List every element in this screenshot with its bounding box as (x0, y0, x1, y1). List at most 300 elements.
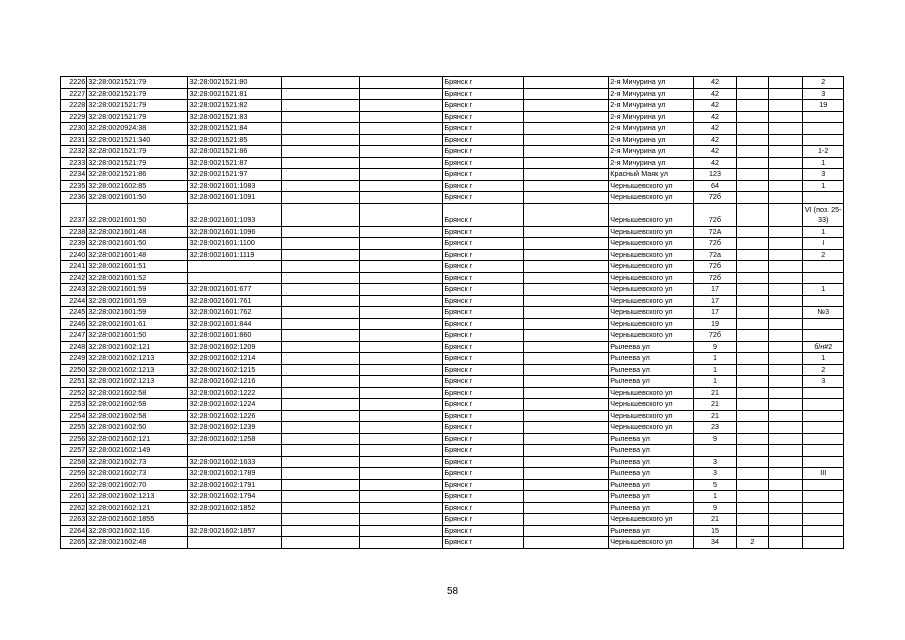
parent-cadastral-number-cell: 32:28:0021602:73 (87, 468, 188, 480)
row-number-cell: 2265 (61, 537, 87, 549)
table-row (61, 479, 844, 491)
street-cell: Рылеева ул (609, 491, 694, 503)
empty-cell (524, 123, 609, 135)
empty-cell (281, 88, 360, 100)
street-cell: Чернышевского ул (609, 180, 694, 192)
cadastral-number-cell: 32:28:0021521:81 (188, 88, 281, 100)
empty-cell (524, 387, 609, 399)
street-cell: Рылеева ул (609, 456, 694, 468)
empty-cell (524, 525, 609, 537)
empty-cell (360, 502, 443, 514)
table-row (61, 169, 844, 181)
parent-cadastral-number-cell: 32:28:0021601:61 (87, 318, 188, 330)
street-cell: Чернышевского ул (609, 387, 694, 399)
city-cell: Брянск г (443, 192, 524, 204)
parent-cadastral-number-cell: 32:28:0021601:48 (87, 249, 188, 261)
row-number-cell: 2231 (61, 134, 87, 146)
empty-cell (769, 77, 803, 89)
building-cell (736, 387, 768, 399)
empty-cell (524, 353, 609, 365)
premises-number-cell: 3 (803, 376, 844, 388)
parent-cadastral-number-cell: 32:28:0021602:73 (87, 456, 188, 468)
parent-cadastral-number-cell: 32:28:0021521:340 (87, 134, 188, 146)
empty-cell (281, 491, 360, 503)
house-number-cell: 1 (694, 376, 736, 388)
empty-cell (524, 456, 609, 468)
parent-cadastral-number-cell: 32:28:0021601:59 (87, 284, 188, 296)
house-number-cell: 3 (694, 468, 736, 480)
table-row (61, 353, 844, 365)
premises-number-cell: 1 (803, 353, 844, 365)
building-cell (736, 318, 768, 330)
street-cell: Рылеева ул (609, 445, 694, 457)
premises-number-cell (803, 261, 844, 273)
table-row (61, 295, 844, 307)
empty-cell (360, 123, 443, 135)
house-number-cell: 72а (694, 249, 736, 261)
empty-cell (360, 456, 443, 468)
street-cell: Рылеева ул (609, 433, 694, 445)
city-cell: Брянск г (443, 491, 524, 503)
cadastral-number-cell: 32:28:0021601:1091 (188, 192, 281, 204)
parent-cadastral-number-cell: 32:28:0021601:59 (87, 307, 188, 319)
building-cell: 2 (736, 537, 768, 549)
street-cell: Чернышевского ул (609, 261, 694, 273)
empty-cell (524, 376, 609, 388)
cadastral-number-cell: 32:28:0021601:1096 (188, 226, 281, 238)
empty-cell (281, 341, 360, 353)
table-row (61, 525, 844, 537)
empty-cell (281, 502, 360, 514)
premises-number-cell (803, 445, 844, 457)
empty-cell (769, 422, 803, 434)
building-cell (736, 307, 768, 319)
parent-cadastral-number-cell: 32:28:0021602:50 (87, 422, 188, 434)
empty-cell (281, 180, 360, 192)
house-number-cell: 72А (694, 226, 736, 238)
house-number-cell: 72б (694, 272, 736, 284)
house-number-cell: 42 (694, 146, 736, 158)
parent-cadastral-number-cell: 32:28:0021521:79 (87, 157, 188, 169)
empty-cell (360, 77, 443, 89)
cadastral-number-cell: 32:28:0021602:1791 (188, 479, 281, 491)
empty-cell (524, 364, 609, 376)
street-cell: Красный Маяк ул (609, 169, 694, 181)
street-cell: Чернышевского ул (609, 307, 694, 319)
empty-cell (524, 318, 609, 330)
street-cell: Чернышевского ул (609, 238, 694, 250)
house-number-cell: 42 (694, 123, 736, 135)
house-number-cell: 9 (694, 341, 736, 353)
city-cell: Брянск г (443, 330, 524, 342)
table-row (61, 284, 844, 296)
city-cell: Брянск г (443, 468, 524, 480)
empty-cell (281, 525, 360, 537)
premises-number-cell: 1 (803, 284, 844, 296)
table-row (61, 387, 844, 399)
premises-number-cell: 2 (803, 77, 844, 89)
empty-cell (360, 111, 443, 123)
house-number-cell: 42 (694, 88, 736, 100)
empty-cell (769, 100, 803, 112)
building-cell (736, 111, 768, 123)
premises-number-cell (803, 514, 844, 526)
house-number-cell: 42 (694, 157, 736, 169)
empty-cell (769, 307, 803, 319)
table-row (61, 307, 844, 319)
house-number-cell: 17 (694, 284, 736, 296)
table-body (61, 77, 844, 549)
street-cell: 2-я Мичурина ул (609, 100, 694, 112)
house-number-cell: 72б (694, 238, 736, 250)
cadastral-register-table (60, 76, 844, 549)
cadastral-number-cell: 32:28:0021602:1224 (188, 399, 281, 411)
building-cell (736, 456, 768, 468)
empty-cell (360, 468, 443, 480)
city-cell: Брянск г (443, 134, 524, 146)
street-cell: Рылеева ул (609, 502, 694, 514)
house-number-cell: 1 (694, 364, 736, 376)
empty-cell (524, 272, 609, 284)
cadastral-number-cell: 32:28:0021602:1857 (188, 525, 281, 537)
premises-number-cell: б/н#2 (803, 341, 844, 353)
house-number-cell: 5 (694, 479, 736, 491)
premises-number-cell: I (803, 238, 844, 250)
empty-cell (360, 410, 443, 422)
row-number-cell: 2238 (61, 226, 87, 238)
row-number-cell: 2249 (61, 353, 87, 365)
house-number-cell: 17 (694, 307, 736, 319)
house-number-cell: 123 (694, 169, 736, 181)
house-number-cell: 72б (694, 330, 736, 342)
empty-cell (769, 295, 803, 307)
city-cell: Брянск г (443, 203, 524, 226)
premises-number-cell: III (803, 468, 844, 480)
row-number-cell: 2229 (61, 111, 87, 123)
empty-cell (281, 330, 360, 342)
table-row (61, 537, 844, 549)
empty-cell (360, 376, 443, 388)
cadastral-number-cell: 32:28:0021601:844 (188, 318, 281, 330)
empty-cell (769, 180, 803, 192)
city-cell: Брянск г (443, 180, 524, 192)
house-number-cell: 72б (694, 192, 736, 204)
premises-number-cell (803, 422, 844, 434)
cadastral-number-cell: 32:28:0021602:1216 (188, 376, 281, 388)
building-cell (736, 123, 768, 135)
cadastral-number-cell: 32:28:0021521:84 (188, 123, 281, 135)
row-number-cell: 2253 (61, 399, 87, 411)
table-row (61, 468, 844, 480)
building-cell (736, 514, 768, 526)
empty-cell (769, 399, 803, 411)
cadastral-number-cell: 32:28:0021602:1239 (188, 422, 281, 434)
empty-cell (524, 238, 609, 250)
parent-cadastral-number-cell: 32:28:0021521:79 (87, 146, 188, 158)
premises-number-cell: 3 (803, 88, 844, 100)
empty-cell (281, 272, 360, 284)
row-number-cell: 2254 (61, 410, 87, 422)
city-cell: Брянск г (443, 502, 524, 514)
table-row (61, 111, 844, 123)
premises-number-cell: 1 (803, 180, 844, 192)
city-cell: Брянск г (443, 169, 524, 181)
house-number-cell: 19 (694, 318, 736, 330)
empty-cell (281, 295, 360, 307)
house-number-cell: 3 (694, 456, 736, 468)
table-row (61, 77, 844, 89)
house-number-cell: 9 (694, 433, 736, 445)
parent-cadastral-number-cell: 32:28:0021521:79 (87, 77, 188, 89)
premises-number-cell (803, 387, 844, 399)
cadastral-number-cell: 32:28:0021602:1215 (188, 364, 281, 376)
row-number-cell: 2233 (61, 157, 87, 169)
empty-cell (360, 341, 443, 353)
empty-cell (360, 525, 443, 537)
empty-cell (524, 422, 609, 434)
row-number-cell: 2261 (61, 491, 87, 503)
row-number-cell: 2260 (61, 479, 87, 491)
cadastral-number-cell: 32:28:0021601:1083 (188, 180, 281, 192)
building-cell (736, 203, 768, 226)
empty-cell (524, 157, 609, 169)
empty-cell (360, 514, 443, 526)
table-row (61, 491, 844, 503)
empty-cell (281, 445, 360, 457)
city-cell: Брянск г (443, 261, 524, 273)
city-cell: Брянск г (443, 307, 524, 319)
street-cell: Рылеева ул (609, 479, 694, 491)
house-number-cell: 42 (694, 77, 736, 89)
street-cell: Чернышевского ул (609, 537, 694, 549)
empty-cell (524, 468, 609, 480)
cadastral-number-cell (188, 514, 281, 526)
building-cell (736, 238, 768, 250)
cadastral-number-cell: 32:28:0021602:1258 (188, 433, 281, 445)
table-row (61, 502, 844, 514)
cadastral-number-cell: 32:28:0021602:1794 (188, 491, 281, 503)
table-row (61, 100, 844, 112)
table-row (61, 157, 844, 169)
empty-cell (281, 422, 360, 434)
building-cell (736, 295, 768, 307)
empty-cell (769, 353, 803, 365)
house-number-cell: 23 (694, 422, 736, 434)
empty-cell (360, 433, 443, 445)
row-number-cell: 2256 (61, 433, 87, 445)
building-cell (736, 353, 768, 365)
parent-cadastral-number-cell: 32:28:0021602:1213 (87, 376, 188, 388)
house-number-cell: 1 (694, 353, 736, 365)
building-cell (736, 134, 768, 146)
premises-number-cell (803, 433, 844, 445)
building-cell (736, 491, 768, 503)
premises-number-cell: 2 (803, 249, 844, 261)
table-row (61, 249, 844, 261)
parent-cadastral-number-cell: 32:28:0021602:1213 (87, 364, 188, 376)
empty-cell (524, 203, 609, 226)
city-cell: Брянск г (443, 525, 524, 537)
empty-cell (360, 272, 443, 284)
table-row (61, 134, 844, 146)
street-cell: Чернышевского ул (609, 249, 694, 261)
street-cell: 2-я Мичурина ул (609, 111, 694, 123)
cadastral-number-cell: 32:28:0021602:1633 (188, 456, 281, 468)
empty-cell (360, 226, 443, 238)
empty-cell (524, 445, 609, 457)
building-cell (736, 502, 768, 514)
row-number-cell: 2237 (61, 203, 87, 226)
empty-cell (769, 433, 803, 445)
table-row (61, 410, 844, 422)
table-row (61, 514, 844, 526)
row-number-cell: 2230 (61, 123, 87, 135)
city-cell: Брянск г (443, 272, 524, 284)
street-cell: Чернышевского ул (609, 514, 694, 526)
building-cell (736, 364, 768, 376)
row-number-cell: 2259 (61, 468, 87, 480)
premises-number-cell: 19 (803, 100, 844, 112)
empty-cell (769, 330, 803, 342)
empty-cell (360, 284, 443, 296)
parent-cadastral-number-cell: 32:28:0021601:50 (87, 203, 188, 226)
city-cell: Брянск г (443, 422, 524, 434)
premises-number-cell (803, 525, 844, 537)
house-number-cell: 64 (694, 180, 736, 192)
table-row (61, 422, 844, 434)
empty-cell (524, 180, 609, 192)
city-cell: Брянск г (443, 249, 524, 261)
city-cell: Брянск г (443, 376, 524, 388)
empty-cell (281, 364, 360, 376)
cadastral-number-cell: 32:28:0021602:1222 (188, 387, 281, 399)
building-cell (736, 410, 768, 422)
city-cell: Брянск г (443, 341, 524, 353)
empty-cell (281, 399, 360, 411)
table-row (61, 238, 844, 250)
parent-cadastral-number-cell: 32:28:0021602:48 (87, 537, 188, 549)
empty-cell (769, 88, 803, 100)
building-cell (736, 479, 768, 491)
building-cell (736, 100, 768, 112)
table-row (61, 376, 844, 388)
cadastral-number-cell (188, 537, 281, 549)
empty-cell (769, 468, 803, 480)
premises-number-cell: VI (поз. 25-33) (804, 204, 842, 224)
city-cell: Брянск г (443, 88, 524, 100)
empty-cell (360, 157, 443, 169)
empty-cell (769, 537, 803, 549)
empty-cell (281, 479, 360, 491)
empty-cell (360, 445, 443, 457)
row-number-cell: 2244 (61, 295, 87, 307)
parent-cadastral-number-cell: 32:28:0021602:85 (87, 180, 188, 192)
empty-cell (524, 192, 609, 204)
cadastral-number-cell: 32:28:0021521:97 (188, 169, 281, 181)
building-cell (736, 330, 768, 342)
empty-cell (524, 479, 609, 491)
street-cell: Чернышевского ул (609, 272, 694, 284)
parent-cadastral-number-cell: 32:28:0021601:48 (87, 226, 188, 238)
house-number-cell: 21 (694, 399, 736, 411)
table-row (61, 180, 844, 192)
empty-cell (281, 387, 360, 399)
empty-cell (524, 399, 609, 411)
cadastral-number-cell: 32:28:0021521:85 (188, 134, 281, 146)
empty-cell (769, 146, 803, 158)
premises-number-cell: 3 (803, 169, 844, 181)
empty-cell (281, 537, 360, 549)
street-cell: Рылеева ул (609, 353, 694, 365)
empty-cell (769, 261, 803, 273)
empty-cell (281, 226, 360, 238)
street-cell: 2-я Мичурина ул (609, 134, 694, 146)
empty-cell (769, 249, 803, 261)
cadastral-number-cell: 32:28:0021521:82 (188, 100, 281, 112)
empty-cell (524, 111, 609, 123)
city-cell: Брянск г (443, 157, 524, 169)
cadastral-number-cell: 32:28:0021602:1209 (188, 341, 281, 353)
empty-cell (360, 100, 443, 112)
empty-cell (360, 364, 443, 376)
premises-number-cell (803, 479, 844, 491)
premises-number-cell (803, 318, 844, 330)
empty-cell (281, 238, 360, 250)
empty-cell (524, 537, 609, 549)
premises-number-cell (803, 192, 844, 204)
empty-cell (360, 479, 443, 491)
row-number-cell: 2247 (61, 330, 87, 342)
row-number-cell: 2236 (61, 192, 87, 204)
cadastral-number-cell: 32:28:0021521:83 (188, 111, 281, 123)
city-cell: Брянск г (443, 146, 524, 158)
parent-cadastral-number-cell: 32:28:0021601:50 (87, 238, 188, 250)
empty-cell (769, 123, 803, 135)
parent-cadastral-number-cell: 32:28:0021602:121 (87, 502, 188, 514)
premises-number-cell (803, 272, 844, 284)
street-cell: 2-я Мичурина ул (609, 146, 694, 158)
empty-cell (360, 238, 443, 250)
row-number-cell: 2240 (61, 249, 87, 261)
cadastral-number-cell: 32:28:0021601:677 (188, 284, 281, 296)
parent-cadastral-number-cell: 32:28:0021602:116 (87, 525, 188, 537)
empty-cell (769, 226, 803, 238)
empty-cell (360, 192, 443, 204)
parent-cadastral-number-cell: 32:28:0021602:58 (87, 387, 188, 399)
table-row (61, 318, 844, 330)
house-number-cell: 42 (694, 111, 736, 123)
row-number-cell: 2263 (61, 514, 87, 526)
empty-cell (360, 387, 443, 399)
empty-cell (360, 169, 443, 181)
empty-cell (769, 514, 803, 526)
parent-cadastral-number-cell: 32:28:0021602:1213 (87, 353, 188, 365)
parent-cadastral-number-cell: 32:28:0020924:38 (87, 123, 188, 135)
row-number-cell: 2232 (61, 146, 87, 158)
empty-cell (769, 238, 803, 250)
city-cell: Брянск г (443, 238, 524, 250)
empty-cell (524, 100, 609, 112)
parent-cadastral-number-cell: 32:28:0021601:52 (87, 272, 188, 284)
building-cell (736, 272, 768, 284)
empty-cell (524, 410, 609, 422)
building-cell (736, 261, 768, 273)
cadastral-number-cell (188, 445, 281, 457)
street-cell: Чернышевского ул (609, 330, 694, 342)
house-number-cell: 42 (694, 100, 736, 112)
cadastral-number-cell: 32:28:0021601:1093 (188, 203, 281, 226)
city-cell: Брянск г (443, 318, 524, 330)
